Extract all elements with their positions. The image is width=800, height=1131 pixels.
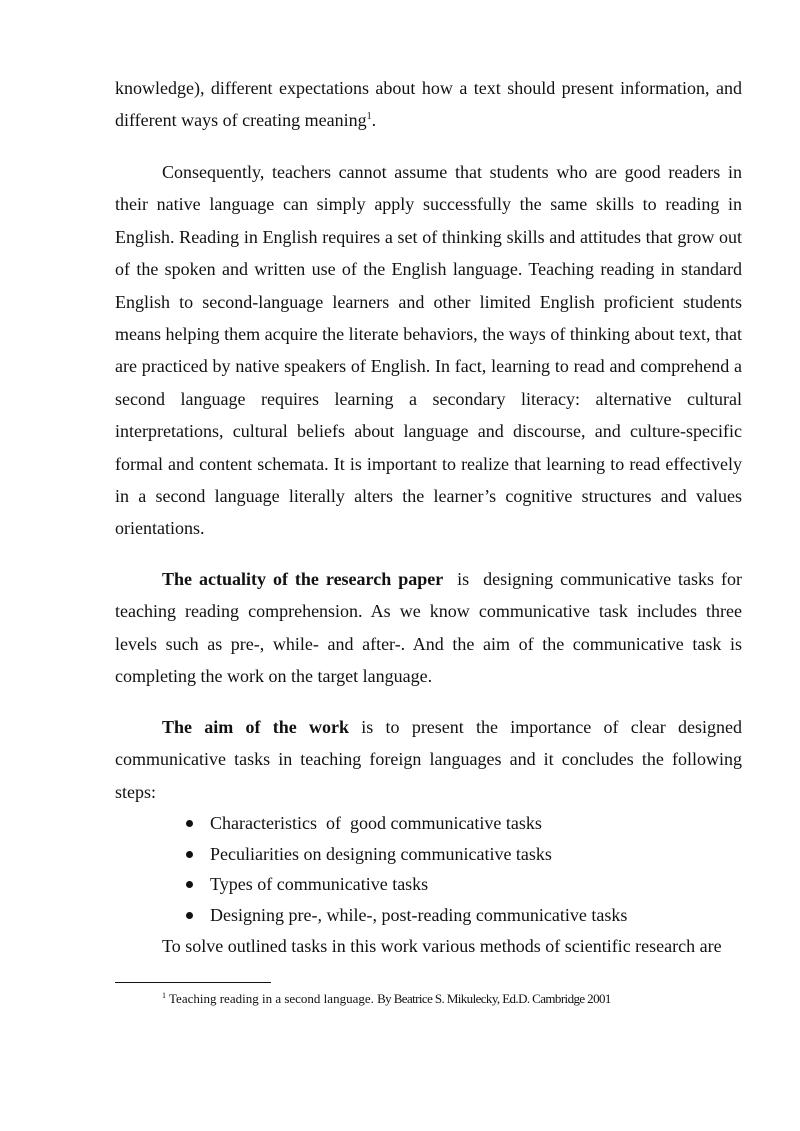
footnote-author: By Beatrice S. Mikulecky, Ed.D. Cambridge 2001 [377, 991, 611, 1006]
paragraph-consequently [115, 156, 742, 545]
list-item [186, 900, 627, 931]
paragraph-heading-bold: The actuality of the research paper [162, 569, 444, 589]
footnote-number: 1 [162, 991, 166, 1000]
paragraph-methods [115, 930, 742, 962]
paragraph-text: knowledge), different expectations about how a text should present information, and different ways of creating meaning [115, 78, 742, 131]
paragraph-text: Consequently, teachers cannot assume that students who are good readers in their native language can simply apply successfully the same skills to reading in English. Reading in English requires a set of thinking skills and attitudes that grow out of the spoken and written use of the English language. Teaching reading in standard English to second-language learners and other limited English proficient students means helping them acquire the literate behaviors, the ways of thinking about text, that are practiced by native speakers of English. In fact, learning to read and comprehend a second language requires learning a secondary literacy: alternative cultural interpretations, cultural beliefs about language and discourse, and culture-specific formal and content schemata. It is important to realize that learning to read effectively in a second language literally alters the learner’s cognitive structures and values orientations. [115, 162, 742, 539]
list-item-text: Designing pre-, while-, post-reading communicative tasks [210, 904, 628, 925]
paragraph-heading-bold: The aim of the work [162, 717, 350, 737]
list-item [186, 869, 627, 900]
list-item [186, 839, 627, 870]
footnote [162, 990, 611, 1008]
bullet-icon [186, 881, 193, 888]
paragraph-intro-continuation [115, 72, 742, 137]
bullet-icon [186, 851, 193, 858]
list-item-text: Peculiarities on designing communicative tasks [210, 843, 552, 864]
paragraph-text: is to present the importance of clear designed communicative tasks in teaching foreign languages and it concludes the following steps: [115, 717, 747, 802]
bullet-icon [186, 820, 193, 827]
paragraph-aim [115, 711, 747, 808]
paragraph-text: is designing communicative tasks for teaching reading comprehension. As we know communicative task includes three levels such as pre-, while- and after-. And the aim of the communicative task is completing the work on the target language. [115, 569, 747, 687]
bullet-icon [186, 912, 193, 919]
footnote-separator [115, 982, 271, 983]
footnote-reference[interactable]: 1 [366, 111, 372, 123]
list-item [186, 808, 627, 839]
paragraph-actuality [115, 563, 747, 693]
steps-list [186, 808, 627, 930]
list-item-text: Types of communicative tasks [210, 874, 429, 894]
list-item-text: Characteristics of good communicative tasks [210, 813, 542, 833]
footnote-text: Teaching reading in a second language. [166, 991, 378, 1006]
paragraph-text: To solve outlined tasks in this work various methods of scientific research are [162, 936, 722, 956]
paragraph-end: . [371, 110, 377, 131]
